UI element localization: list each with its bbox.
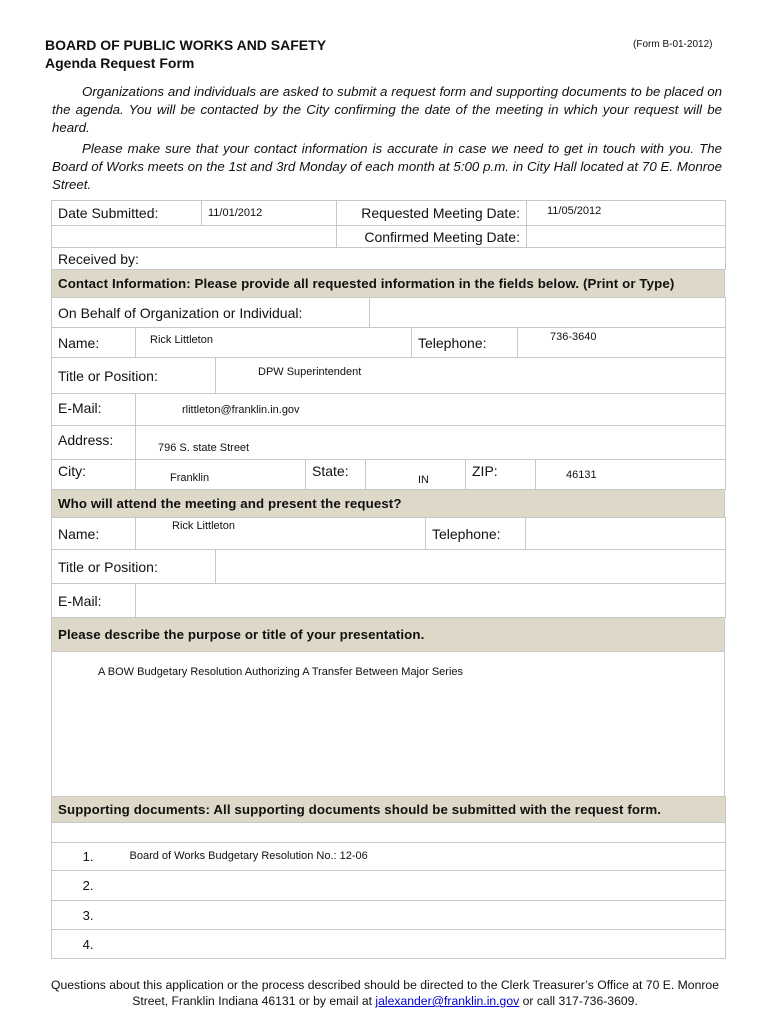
footer-text-1: Questions about this application or the process described should be directed to the Clerk Treasurer’s Office at 70 E. Monroe Street, Franklin Indiana 46131 or by email at <box>51 978 719 1008</box>
document-number-2: 2. <box>52 871 124 901</box>
presenter-header-table <box>51 489 725 518</box>
behalf-field[interactable] <box>370 298 726 328</box>
intro-paragraph-2 <box>52 140 722 194</box>
presenter-name-label: Name: <box>52 518 136 550</box>
date-submitted-field[interactable]: 11/01/2012 <box>202 201 337 226</box>
blank-cell <box>52 226 202 248</box>
documents-table <box>51 796 726 959</box>
state-field[interactable]: IN <box>366 460 466 490</box>
presenter-name-table <box>51 517 726 550</box>
address-label: Address: <box>52 426 136 460</box>
date-submitted-label: Date Submitted: <box>52 201 202 226</box>
dates-table <box>51 200 726 270</box>
received-by-label: Received by: <box>58 251 139 267</box>
form-subtitle: Agenda Request Form <box>45 55 195 71</box>
document-field-3[interactable] <box>124 901 726 930</box>
purpose-header: Please describe the purpose or title of your presentation. <box>52 618 725 652</box>
email-field[interactable]: rlittleton@franklin.in.gov <box>136 394 726 426</box>
title-field[interactable]: DPW Superintendent <box>216 358 726 394</box>
confirmed-date-label: Confirmed Meeting Date: <box>337 226 527 248</box>
telephone-label: Telephone: <box>412 328 518 358</box>
document-field-1[interactable]: Board of Works Budgetary Resolution No.: 12-06 <box>124 843 726 871</box>
presenter-title-field[interactable] <box>216 550 726 584</box>
telephone-field[interactable]: 736-3640 <box>518 328 726 358</box>
requested-date-label: Requested Meeting Date: <box>337 201 527 226</box>
presenter-email-label: E-Mail: <box>52 584 136 618</box>
footer-note <box>40 977 730 1009</box>
title-label: Title or Position: <box>52 358 216 394</box>
received-by-field[interactable] <box>52 248 726 270</box>
document-number-4: 4. <box>52 930 124 959</box>
intro-text-1: Organizations and individuals are asked to submit a request form and supporting documents to be placed on the agenda. You will be contacted by the City confirming the date of the meeting in which your request will be heard. <box>52 84 722 135</box>
contact-email-table <box>51 393 726 426</box>
contact-title-table <box>51 357 726 394</box>
zip-label: ZIP: <box>466 460 536 490</box>
footer-text-2: or call 317-736-3609. <box>519 994 638 1008</box>
contact-name-table <box>51 327 726 358</box>
documents-header: Supporting documents: All supporting documents should be submitted with the request form. <box>52 797 726 823</box>
document-field-4[interactable] <box>124 930 726 959</box>
purpose-field[interactable]: A BOW Budgetary Resolution Authorizing A Transfer Between Major Series <box>52 652 725 797</box>
form-title: BOARD OF PUBLIC WORKS AND SAFETY <box>45 37 327 53</box>
city-label: City: <box>52 460 136 490</box>
contact-address-table <box>51 425 726 460</box>
blank-row <box>52 823 726 843</box>
state-label: State: <box>306 460 366 490</box>
requested-date-field[interactable]: 11/05/2012 <box>527 201 726 226</box>
presenter-telephone-label: Telephone: <box>426 518 526 550</box>
presenter-telephone-field[interactable] <box>526 518 726 550</box>
purpose-table <box>51 617 725 797</box>
presenter-email-field[interactable] <box>136 584 726 618</box>
email-label: E-Mail: <box>52 394 136 426</box>
behalf-table <box>51 297 726 328</box>
footer-email-link[interactable]: jalexander@franklin.in.gov <box>375 994 520 1008</box>
address-field[interactable]: 796 S. state Street <box>136 426 726 460</box>
blank-cell <box>202 226 337 248</box>
presenter-title-table <box>51 549 726 584</box>
document-field-2[interactable] <box>124 871 726 901</box>
contact-city-table <box>51 459 726 490</box>
name-field[interactable]: Rick Littleton <box>136 328 412 358</box>
presenter-email-table <box>51 583 726 618</box>
document-number-3: 3. <box>52 901 124 930</box>
behalf-label: On Behalf of Organization or Individual: <box>52 298 370 328</box>
zip-field[interactable]: 46131 <box>536 460 726 490</box>
confirmed-date-field[interactable] <box>527 226 726 248</box>
intro-paragraph-1 <box>52 83 722 137</box>
presenter-title-label: Title or Position: <box>52 550 216 584</box>
presenter-header: Who will attend the meeting and present the request? <box>52 490 725 518</box>
contact-header-table <box>51 269 725 298</box>
presenter-name-field[interactable]: Rick Littleton <box>136 518 426 550</box>
form-number: (Form B-01-2012) <box>633 39 713 50</box>
intro-text-2: Please make sure that your contact information is accurate in case we need to get in touch with you. The Board of Works meets on the 1st and 3rd Monday of each month at 5:00 p.m. in City Hall located at 70 E. Monroe Street. <box>52 141 722 192</box>
document-number-1: 1. <box>52 843 124 871</box>
name-label: Name: <box>52 328 136 358</box>
city-field[interactable]: Franklin <box>136 460 306 490</box>
contact-info-header: Contact Information: Please provide all requested information in the fields below. (Print or Type) <box>52 270 725 298</box>
